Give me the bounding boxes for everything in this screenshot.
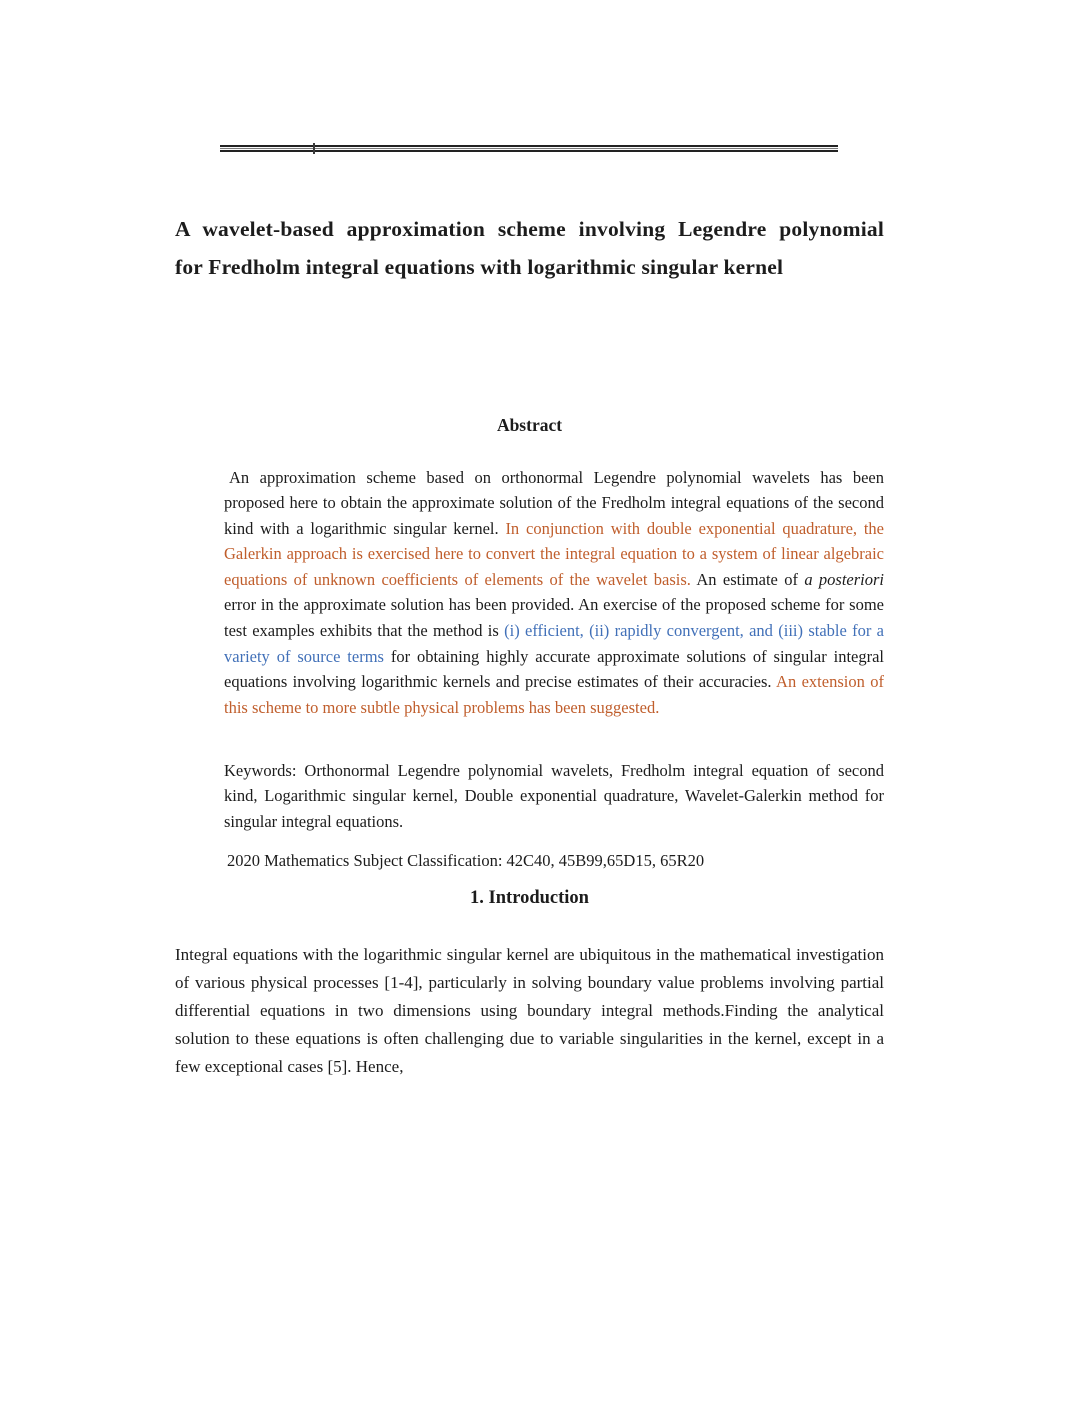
abstract-text-segment: An approximation scheme based on orthonormal Legendre polynomial wavelets has been proposed here to obtain the approximate solution of the Fredholm integral equations of the second kind with a logarithmic singular kernel. xyxy=(224,467,884,538)
abstract-paragraph xyxy=(224,465,884,721)
paper-title-line-1: A wavelet-based approximation scheme involving Legendre polynomial xyxy=(175,217,884,242)
abstract-text-segment-highlight-orange: An extension of this scheme to more subtle physical problems has been suggested. xyxy=(224,672,884,717)
title-separator-rule xyxy=(220,145,838,152)
paper-title-line-2: for Fredholm integral equations with logarithmic singular kernel xyxy=(175,255,784,280)
abstract-text-segment-highlight-blue: (i) efficient, (ii) rapidly convergent, and (iii) stable for a variety of source terms xyxy=(224,621,885,666)
abstract-text-segment-italic: a posteriori xyxy=(804,569,885,589)
abstract-heading: Abstract xyxy=(496,414,563,435)
introduction-paragraph: Integral equations with the logarithmic singular kernel are ubiquitous in the mathematical investigation of various physical processes [1-4], particularly in solving boundary value problems involving partial differential equations in two dimensions using boundary integral methods.Finding the analytical solution to these equations is often challenging due to variable singularities in the kernel, except in a few exceptional cases [5]. Hence, xyxy=(175,945,884,1076)
abstract-text-segment: error in the approximate solution has been provided. An exercise of the proposed scheme for some test examples exhibits that the method is xyxy=(224,595,884,641)
abstract-text-segment-highlight-orange: In conjunction with double exponential quadrature, the Galerkin approach is exercised here to convert the integral equation to a system of linear algebraic equations of unknown coefficients of elements of the wavelet basis. xyxy=(224,518,884,589)
keywords-paragraph: Keywords: Orthonormal Legendre polynomial wavelets, Fredholm integral equation of second kind, Logarithmic singular kernel, Double exponential quadrature, Wavelet-Galerkin method for singular integral equations. xyxy=(224,760,884,831)
msc-classification-line: 2020 Mathematics Subject Classification: 42C40, 45B99,65D15, 65R20 xyxy=(227,850,705,870)
introduction-heading: 1. Introduction xyxy=(470,888,589,909)
abstract-text-segment: for obtaining highly accurate approximate solutions of singular integral equations involving logarithmic kernels and precise estimates of their accuracies. xyxy=(224,646,884,692)
paper-title xyxy=(175,210,884,286)
rule-tick-mark xyxy=(313,143,315,154)
abstract-text-segment: An estimate of xyxy=(696,569,805,589)
